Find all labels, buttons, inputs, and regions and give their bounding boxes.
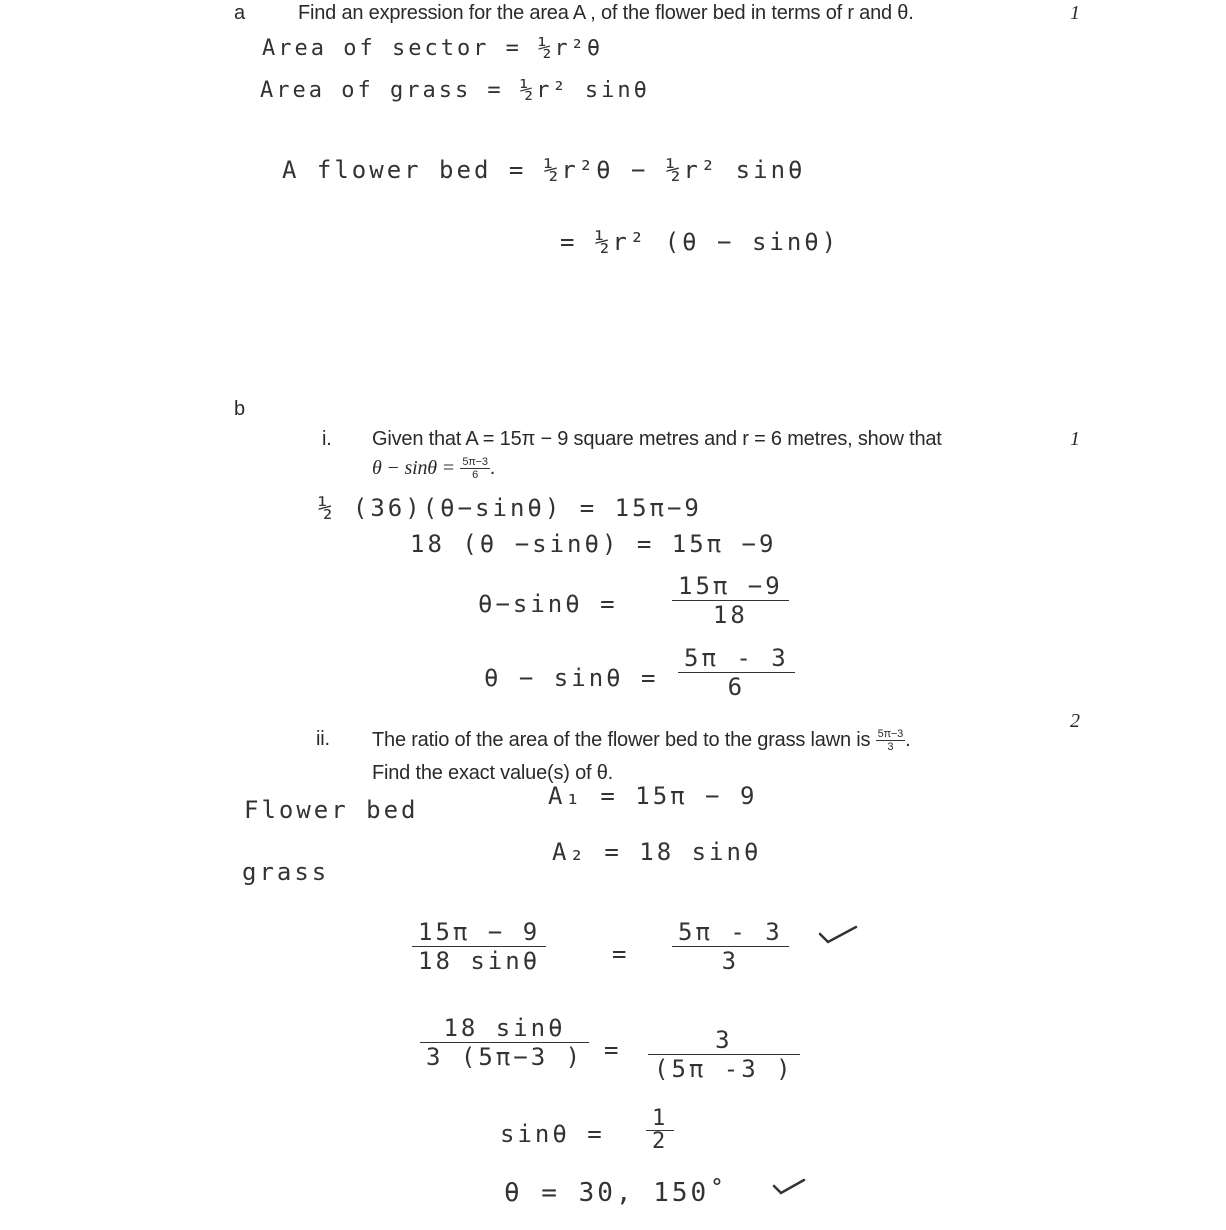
part-a-marks: 1 [1070,2,1080,24]
ratio-row2-right [648,1026,800,1083]
working-b-i-line4-lhs: θ − sinθ = [484,664,659,692]
line3-denominator: 18 [712,601,748,629]
ratio-row1-equals: = [612,940,630,968]
question-fraction [460,456,489,481]
row2-right-denominator: (5π -3 ) [654,1055,794,1083]
ratio-row1-right [672,918,789,975]
ratio-text: The ratio of the area of the flower bed to the grass lawn is [372,728,871,751]
row1-left-denominator: 18 sinθ [418,947,541,975]
check-mark-icon [818,924,858,946]
working-b-i-line1: ½ (36)(θ−sinθ) = 15π−9 [318,494,702,522]
flower-bed-equation: A₁ = 15π − 9 [548,782,758,810]
part-a-question: Find an expression for the area A , of the flower bed in terms of r and θ. [298,2,914,24]
working-area-grass: Area of grass = ½r² sinθ [260,78,650,103]
part-b-ii-marks: 2 [1070,710,1080,732]
row2-left-numerator: 18 sinθ [420,1014,589,1043]
working-b-i-line3-lhs: θ−sinθ = [478,590,618,618]
fraction-numerator: 5π−3 [462,456,488,468]
working-simplified: = ½r² (θ − sinθ) [560,228,840,256]
working-b-i-line4-fraction [678,644,795,701]
ratio-denominator: 3 [887,741,894,753]
working-flower-bed: A flower bed = ½r²θ − ½r² sinθ [282,156,806,184]
part-b-ii-label: ii. [316,728,330,750]
half-denominator: 2 [652,1129,669,1154]
ratio-numerator: 5π−3 [877,728,904,740]
part-b-ii-question-line2: Find the exact value(s) of θ. [372,762,613,784]
working-b-i-line3-fraction [672,572,789,629]
part-b-i-label: i. [322,428,332,450]
half-numerator: 1 [646,1108,674,1131]
part-b-i-marks: 1 [1070,428,1080,450]
row2-left-denominator: 3 (5π−3 ) [426,1043,584,1071]
part-a-label: a [234,2,245,24]
ratio-row1-left [412,918,546,975]
grass-label: grass [242,858,330,886]
part-b-label: b [234,398,245,420]
check-mark-icon [772,1176,806,1198]
row2-right-numerator: 3 [648,1026,800,1055]
line3-numerator: 15π −9 [672,572,789,601]
ratio-row2-left [420,1014,589,1071]
ratio-row2-equals: = [604,1036,622,1064]
working-area-sector: Area of sector = ½r²θ [262,36,604,61]
sin-theta-equation: sinθ = [500,1120,605,1148]
part-b-ii-question: The ratio of the area of the flower bed to the grass lawn is $\frac{5\pi-3}{3}$ . [372,728,911,753]
part-b-i-question: Given that A = 15π − 9 square metres and r = 6 metres, show that [372,428,942,450]
half-fraction [646,1108,674,1153]
row1-left-numerator: 15π − 9 [412,918,546,947]
line4-denominator: 6 [727,673,746,701]
ratio-fraction [876,728,905,753]
row1-right-numerator: 5π - 3 [672,918,789,947]
part-b-i-question-line2: θ − sinθ = $\frac{5\pi-3}{6}$ . [372,456,496,481]
row1-right-denominator: 3 [721,947,740,975]
grass-equation: A₂ = 18 sinθ [552,838,762,866]
fraction-denominator: 6 [472,469,479,481]
line4-numerator: 5π - 3 [678,644,795,673]
theta-expression: θ − sinθ = [372,456,455,479]
working-b-i-line2: 18 (θ −sinθ) = 15π −9 [410,530,777,558]
flower-bed-label: Flower bed [244,796,419,824]
final-answer: θ = 30, 150˚ [504,1178,728,1208]
